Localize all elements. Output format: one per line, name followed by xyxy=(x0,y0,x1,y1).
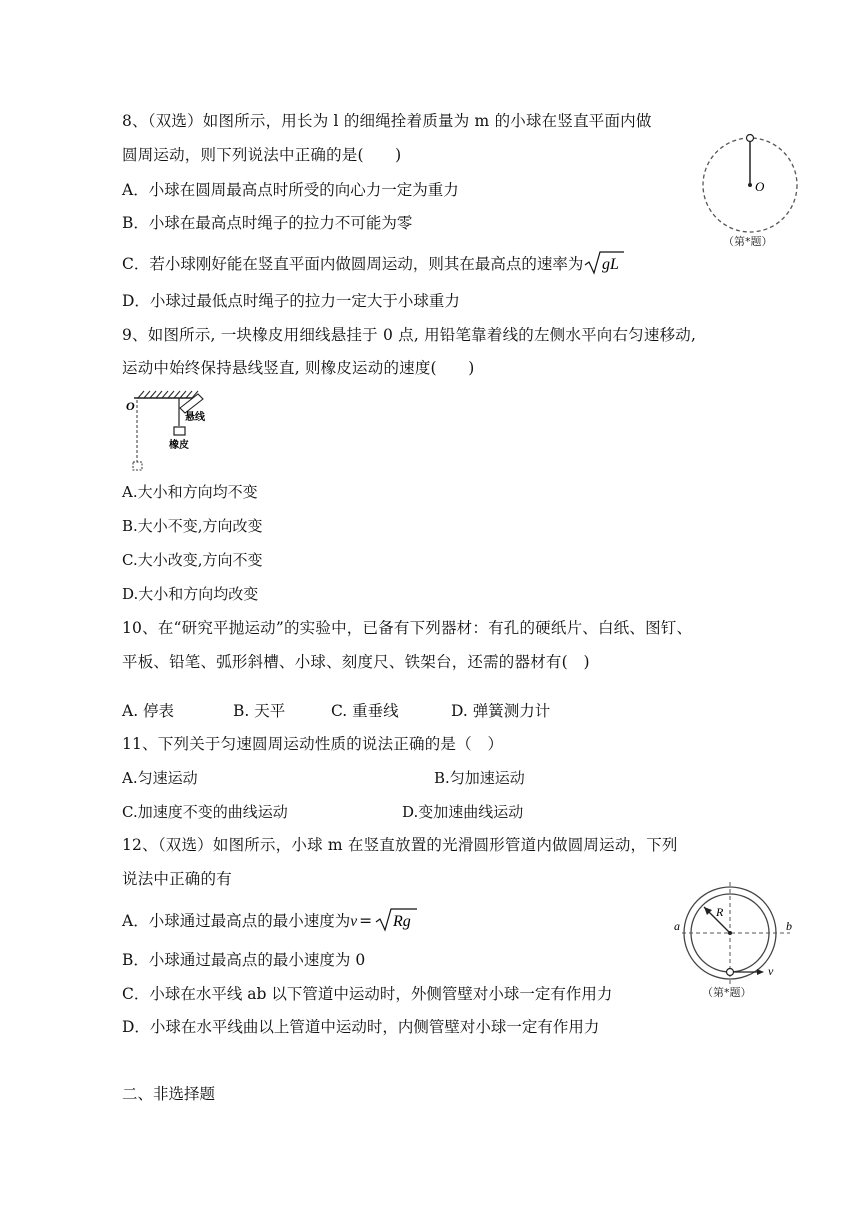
q9-option-a: A.大小和方向均不变 xyxy=(122,483,258,501)
q10-stem-line1: 10、在“研究平抛运动”的实验中，已备有下列器材：有孔的硬纸片、白纸、图钉、 xyxy=(122,619,693,637)
q12-velocity-arrow-icon xyxy=(757,969,764,975)
q9-stem-line2: 运动中始终保持悬线竖直, 则橡皮运动的速度( ) xyxy=(122,359,475,377)
q9-point-o-label: O xyxy=(126,399,135,413)
q12-stem-line2: 说法中正确的有 xyxy=(122,870,232,888)
q8-option-b: B．小球在最高点时绳子的拉力不可能为零 xyxy=(122,214,413,232)
q11-option-d: D.变加速曲线运动 xyxy=(402,803,524,821)
q12-label-b: b xyxy=(786,919,792,933)
q8-option-d: D．小球过最低点时绳子的拉力一定大于小球重力 xyxy=(122,292,460,310)
q9-string-label: 悬线 xyxy=(185,412,205,423)
q12-figure xyxy=(668,880,802,1002)
q10-option-a: A. 停表 xyxy=(122,702,175,720)
q12-option-a xyxy=(122,907,418,933)
q12-stem-line1: 12、（双选）如图所示，小球 m 在竖直放置的光滑圆形管道内做圆周运动，下列 xyxy=(122,836,678,854)
q9-figure xyxy=(124,388,224,476)
q9-option-d: D.大小和方向均改变 xyxy=(122,585,259,603)
pencil-icon xyxy=(180,394,203,413)
section-title: 二、非选择题 xyxy=(122,1085,216,1103)
q10-stem-line2: 平板、铅笔、弧形斜槽、小球、刻度尺、铁架台，还需的器材有( ) xyxy=(122,653,590,671)
q8-stem-line2: 圆周运动，则下列说法中正确的是( ) xyxy=(122,146,402,164)
q12-option-a-var: v xyxy=(350,913,358,930)
q12-label-v: v xyxy=(768,964,774,978)
q9-option-b: B.大小不变,方向改变 xyxy=(122,517,263,535)
q12-option-a-radicand: Rg xyxy=(393,913,411,930)
q10-option-d: D. 弹簧测力计 xyxy=(451,702,551,720)
q9-eraser-label: 橡皮 xyxy=(169,440,189,451)
q8-center-label: O xyxy=(755,179,765,194)
q12-option-b: B．小球通过最高点的最小速度为 0 xyxy=(122,951,366,969)
sqrt-symbol-icon xyxy=(374,907,418,933)
q12-label-a: a xyxy=(674,919,680,933)
q12-option-c: C．小球在水平线 ab 以下管道中运动时，外侧管壁对小球一定有作用力 xyxy=(122,985,613,1003)
q8-option-a: A．小球在圆周最高点时所受的向心力一定为重力 xyxy=(122,181,459,199)
q8-figure-caption: （第*题） xyxy=(723,235,773,248)
q9-eraser xyxy=(174,427,185,435)
q12-option-d: D．小球在水平线曲以上管道中运动时，内侧管壁对小球一定有作用力 xyxy=(122,1018,600,1036)
q9-stem-line1: 9、如图所示, 一块橡皮用细线悬挂于 0 点, 用铅笔靠着线的左侧水平向右匀速移动, xyxy=(122,326,697,344)
q12-option-a-eq: = xyxy=(359,912,373,930)
sqrt-symbol-icon xyxy=(583,250,625,276)
q8-option-c-text: C．若小球刚好能在竖直平面内做圆周运动，则其在最高点的速率为 xyxy=(122,255,584,273)
q11-stem: 11、下列关于匀速圆周运动性质的说法正确的是（ ） xyxy=(122,735,504,753)
q8-figure xyxy=(696,128,806,256)
q11-option-c: C.加速度不变的曲线运动 xyxy=(122,803,288,821)
q10-option-c: C. 重垂线 xyxy=(331,702,399,720)
q8-option-c xyxy=(122,250,625,276)
q12-figure-caption: （第*题） xyxy=(702,986,752,999)
q10-option-b: B. 天平 xyxy=(233,702,286,720)
q11-option-a: A.匀速运动 xyxy=(122,769,198,787)
q9-ceiling-hatching xyxy=(138,391,198,398)
q9-option-c: C.大小改变,方向不变 xyxy=(122,551,263,569)
q12-label-r: R xyxy=(716,905,724,919)
q12-ball xyxy=(727,969,734,976)
q8-center-point xyxy=(748,183,752,187)
q11-option-b: B.匀加速运动 xyxy=(434,769,525,787)
q8-option-c-radicand: gL xyxy=(602,256,620,273)
q12-option-a-text: A．小球通过最高点的最小速度为 xyxy=(122,912,351,930)
q9-dashed-eraser xyxy=(133,462,142,470)
q12-center-point xyxy=(728,931,732,935)
q8-ball xyxy=(747,135,754,142)
q8-stem-line1: 8、（双选）如图所示，用长为 l 的细绳拴着质量为 m 的小球在竖直平面内做 xyxy=(122,112,652,130)
